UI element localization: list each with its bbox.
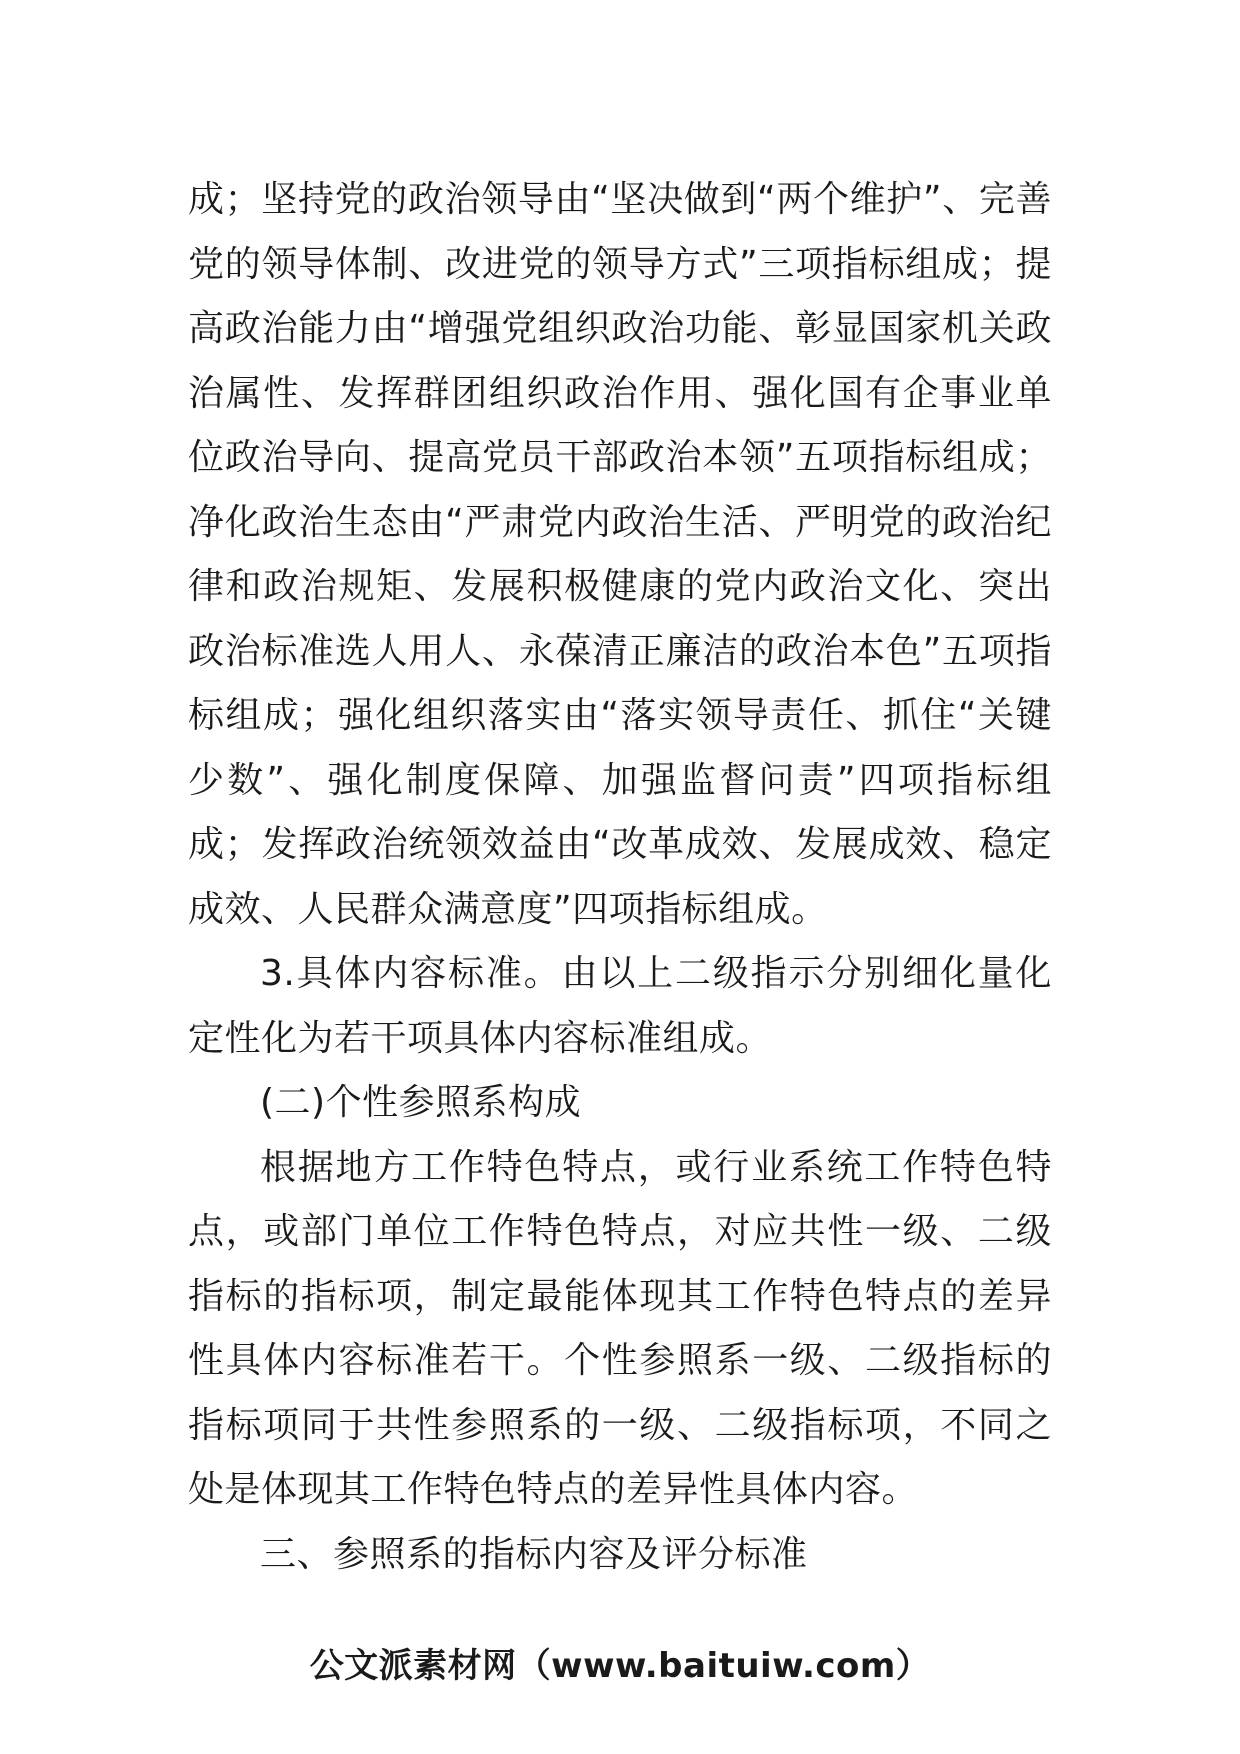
section-heading-indicator-content: 三、参照系的指标内容及评分标准 <box>260 1533 808 1575</box>
paragraph-political-indicators: 成；坚持党的政治领导由“坚决做到“两个维护”、完善党的领导体制、改进党的领导方式”三项指标组成；提高政治能力由“增强党组织政治功能、彰显国家机关政治属性、发挥群团组织政治作用、强化国有企事业单位政治导向、提高党员干部政治本领”五项指标组成；净化政治生态由“严肃党内政治生活、严明党的政治纪律和政治规矩、发展积极健康的党内政治文化、突出政治标准选人用人、永葆清正廉洁的政治本色”五项指标组成；强化组织落实由“落实领导责任、抓住“关键少数”、强化制度保障、加强监督问责”四项指标组成；发挥政治统领效益由“改革成效、发展成效、稳定成效、人民群众满意度”四项指标组成。 <box>188 179 1052 930</box>
paragraph-content-standards: 3.具体内容标准。由以上二级指示分别细化量化定性化为若干项具体内容标准组成。 <box>188 953 1052 1059</box>
footer-watermark: 公文派素材网（www.baituiw.com） <box>309 1646 931 1686</box>
document-body <box>188 168 1052 1587</box>
section-heading-individual-reference: (二)个性参照系构成 <box>260 1082 582 1123</box>
paragraph-individual-reference: 根据地方工作特色特点，或行业系统工作特色特点，或部门单位工作特色特点，对应共性一级、二级指标的指标项，制定最能体现其工作特色特点的差异性具体内容标准若干。个性参照系一级、二级指标的指标项同于共性参照系的一级、二级指标项，不同之处是体现其工作特色特点的差异性具体内容。 <box>188 1146 1052 1510</box>
